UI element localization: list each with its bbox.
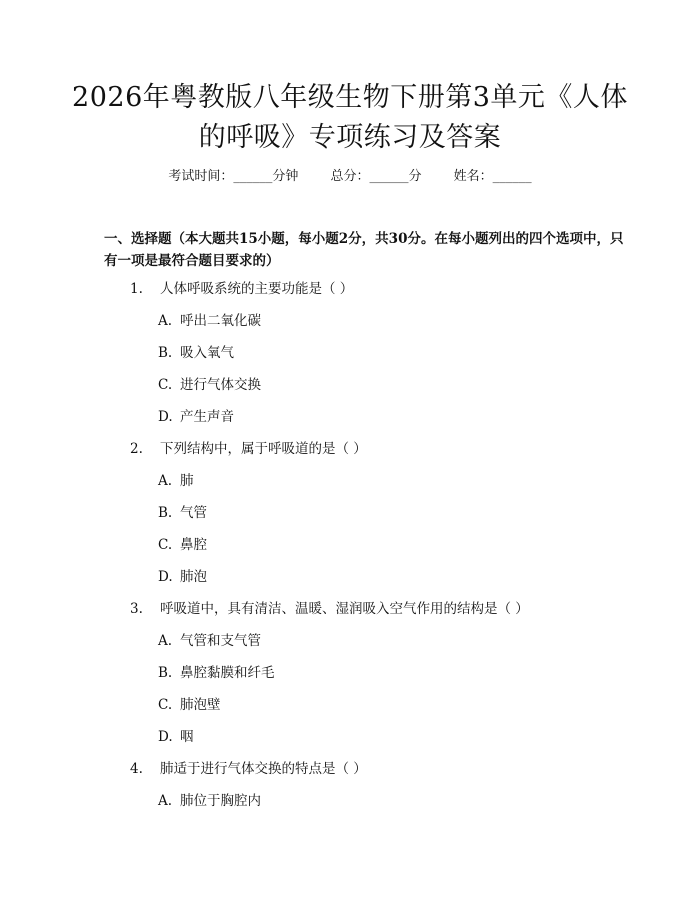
- answer-option: [0, 536, 700, 568]
- question-number: 2.: [130, 441, 143, 457]
- question-number: 3.: [130, 601, 143, 617]
- option-text: 气管: [180, 505, 207, 521]
- option-letter: A.: [158, 313, 173, 329]
- question-text: 人体呼吸系统的主要功能是（ ）: [160, 281, 354, 297]
- question-text: 下列结构中，属于呼吸道的是（ ）: [160, 441, 367, 457]
- option-letter: D.: [158, 729, 173, 745]
- question-number: 4.: [130, 761, 143, 777]
- answer-option: [0, 632, 700, 664]
- option-text: 肺: [180, 473, 194, 489]
- answer-option: [0, 696, 700, 728]
- question-stem: [0, 280, 700, 312]
- answer-option: [0, 408, 700, 440]
- option-letter: A.: [158, 633, 173, 649]
- exam-info-row: [0, 168, 700, 186]
- question-stem: [0, 440, 700, 472]
- option-text: 气管和支气管: [180, 633, 261, 649]
- answer-option: [0, 504, 700, 536]
- option-text: 肺泡壁: [180, 697, 221, 713]
- option-text: 鼻腔黏膜和纤毛: [180, 665, 275, 681]
- option-letter: D.: [158, 409, 173, 425]
- question-text: 呼吸道中，具有清洁、温暖、湿润吸入空气作用的结构是（ ）: [160, 601, 529, 617]
- answer-option: [0, 664, 700, 696]
- option-letter: B.: [158, 665, 173, 681]
- answer-option: [0, 472, 700, 504]
- answer-option: [0, 344, 700, 376]
- option-letter: C.: [158, 697, 173, 713]
- option-letter: A.: [158, 793, 173, 809]
- section-title: 一、选择题（本大题共15小题，每小题2分，共30分。在每小题列出的四个选项中，只有一项是最符合题目要求的）: [104, 231, 624, 269]
- option-text: 肺泡: [180, 569, 207, 585]
- option-letter: A.: [158, 473, 173, 489]
- answer-option: [0, 312, 700, 344]
- option-text: 呼出二氧化碳: [180, 313, 261, 329]
- option-letter: D.: [158, 569, 173, 585]
- answer-option: [0, 728, 700, 760]
- question-number: 1.: [130, 281, 143, 297]
- option-letter: C.: [158, 537, 173, 553]
- option-text: 进行气体交换: [180, 377, 261, 393]
- question-list: [0, 280, 700, 824]
- option-text: 咽: [180, 729, 194, 745]
- exam-time-field: 考试时间：______分钟: [168, 169, 299, 184]
- option-text: 吸入氧气: [180, 345, 234, 361]
- total-score-field: 总分：______分: [330, 169, 422, 184]
- option-letter: B.: [158, 505, 173, 521]
- question-stem: [0, 600, 700, 632]
- document-title: 2026年粤教版八年级生物下册第3单元《人体的呼吸》专项练习及答案: [72, 82, 628, 153]
- option-text: 肺位于胸腔内: [180, 793, 261, 809]
- option-text: 产生声音: [180, 409, 234, 425]
- answer-option: [0, 376, 700, 408]
- answer-option: [0, 792, 700, 824]
- option-letter: B.: [158, 345, 173, 361]
- option-letter: C.: [158, 377, 173, 393]
- option-text: 鼻腔: [180, 537, 207, 553]
- question-stem: [0, 760, 700, 792]
- question-text: 肺适于进行气体交换的特点是（ ）: [160, 761, 367, 777]
- answer-option: [0, 568, 700, 600]
- student-name-field: 姓名：______: [453, 169, 532, 184]
